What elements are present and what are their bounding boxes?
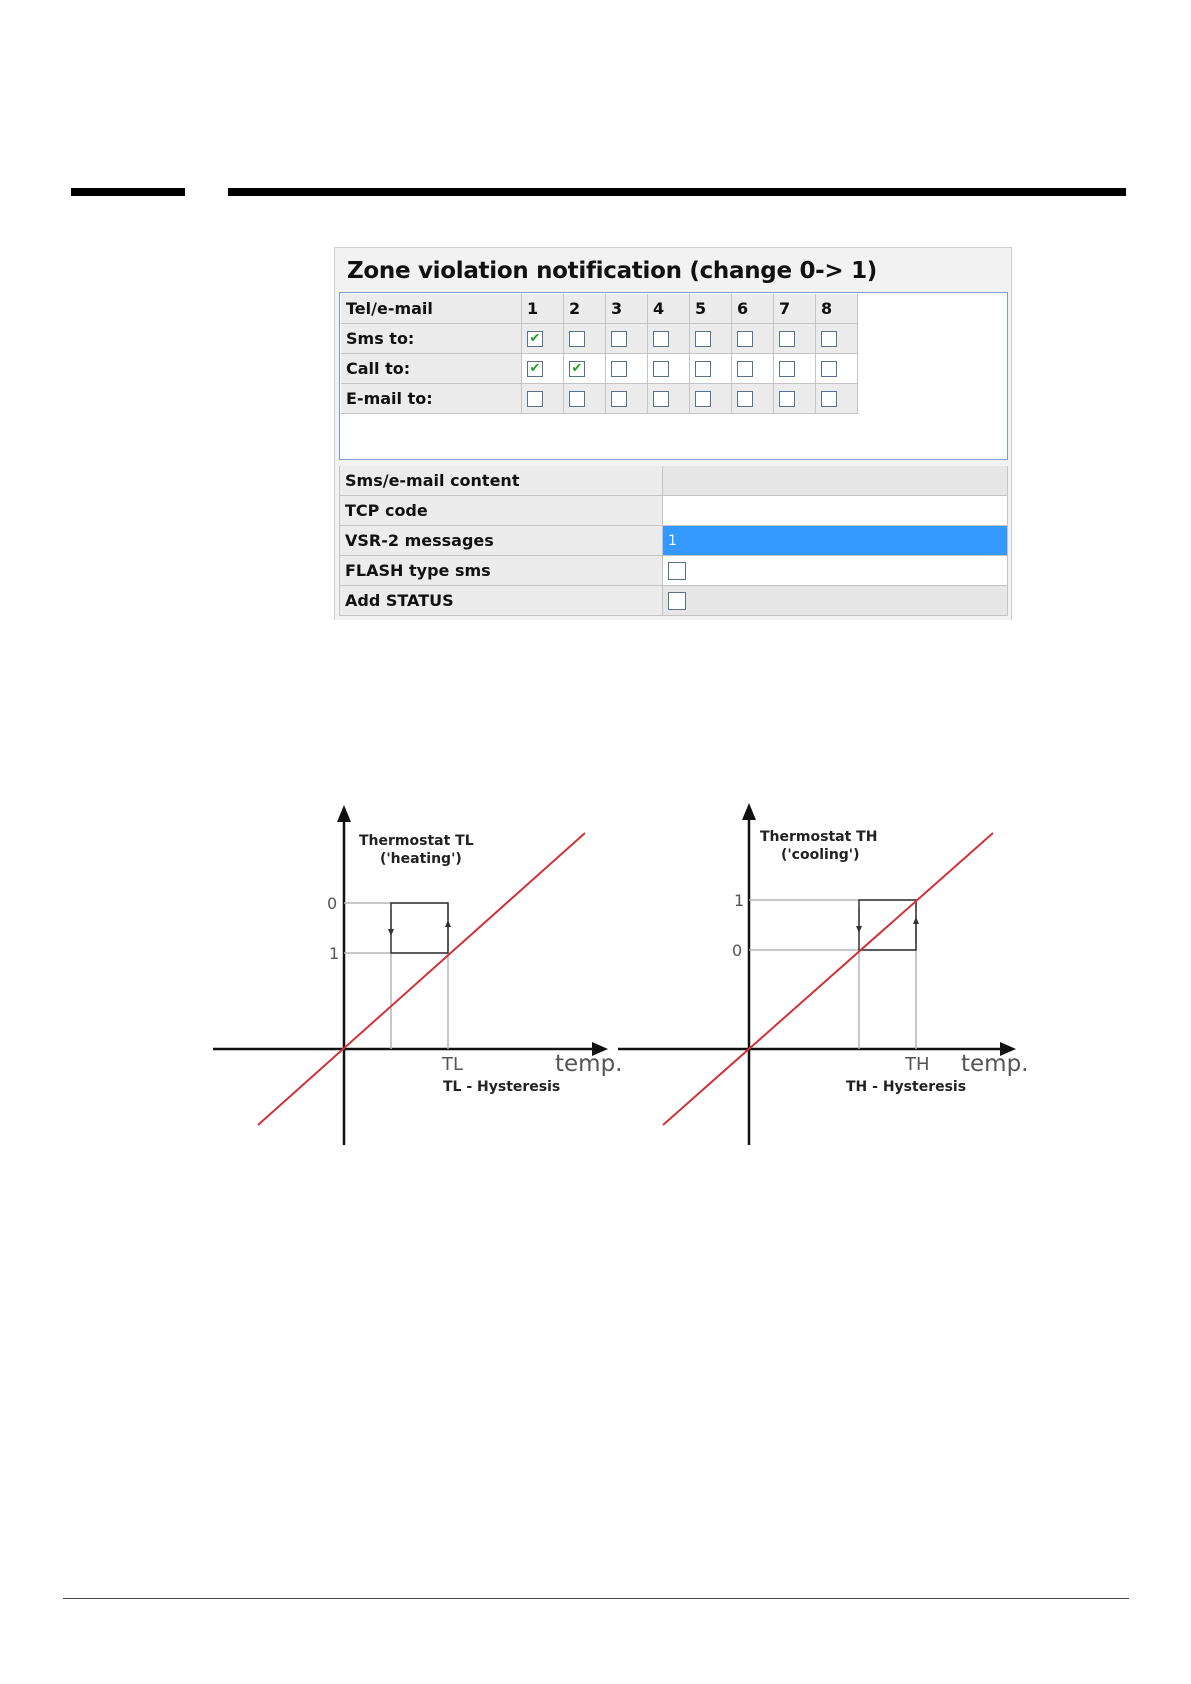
footer-rule <box>63 1598 1129 1599</box>
grid-checkbox-cell <box>690 384 732 414</box>
grid-checkbox-cell <box>648 324 690 354</box>
checkbox[interactable] <box>611 391 627 407</box>
hysteresis-label: TH - Hysteresis <box>846 1079 967 1095</box>
vsr-messages-label: VSR-2 messages <box>339 526 663 555</box>
x-axis-label: temp. <box>961 1051 1029 1077</box>
grid-column-header: 4 <box>648 294 690 324</box>
checkbox[interactable] <box>779 361 795 377</box>
grid-checkbox-cell <box>816 324 858 354</box>
up-arrow-icon <box>445 920 451 927</box>
checkbox[interactable] <box>653 391 669 407</box>
checkbox[interactable] <box>569 331 585 347</box>
call-to-label: Call to: <box>341 354 522 384</box>
y-upper-label: 0 <box>327 894 338 913</box>
checkbox[interactable] <box>611 361 627 377</box>
diagram-title-line1: Thermostat TL <box>359 833 474 849</box>
vsr-messages-row <box>339 526 1008 556</box>
flash-sms-checkbox[interactable] <box>668 562 686 580</box>
checkbox[interactable] <box>695 361 711 377</box>
heating-thermostat-diagram <box>205 800 625 1160</box>
add-status-row <box>339 586 1008 616</box>
flash-sms-row <box>339 556 1008 586</box>
checked-checkbox[interactable]: ✔ <box>527 361 543 377</box>
checkbox[interactable] <box>653 331 669 347</box>
hysteresis-label: TL - Hysteresis <box>443 1079 561 1095</box>
checkbox[interactable] <box>737 361 753 377</box>
message-settings <box>339 466 1008 616</box>
checkbox[interactable] <box>821 361 837 377</box>
grid-checkbox-cell <box>732 324 774 354</box>
grid-column-header: 6 <box>732 294 774 324</box>
checkbox[interactable] <box>737 391 753 407</box>
diagram-title-line2: ('cooling') <box>781 847 860 863</box>
threshold-label: TL <box>442 1054 464 1075</box>
grid-column-header: 3 <box>606 294 648 324</box>
sms-to-row <box>341 324 858 354</box>
grid-checkbox-cell <box>690 324 732 354</box>
up-arrow-icon <box>913 917 919 924</box>
grid-checkbox-cell <box>522 384 564 414</box>
grid-column-header: 7 <box>774 294 816 324</box>
flash-sms-cell <box>663 556 1008 585</box>
tcp-code-row <box>339 496 1008 526</box>
grid-checkbox-cell <box>606 324 648 354</box>
checkbox[interactable] <box>569 391 585 407</box>
checkbox[interactable] <box>653 361 669 377</box>
down-arrow-icon <box>856 926 862 933</box>
checkbox[interactable] <box>695 391 711 407</box>
grid-checkbox-cell <box>732 384 774 414</box>
grid-checkbox-cell <box>774 324 816 354</box>
x-axis-label: temp. <box>555 1051 623 1077</box>
content-field[interactable] <box>663 466 1008 495</box>
vsr-messages-field[interactable]: 1 <box>663 526 1008 555</box>
add-status-checkbox[interactable] <box>668 592 686 610</box>
header-rule-right <box>228 188 1126 196</box>
grid-column-header: 2 <box>564 294 606 324</box>
grid-column-header: 5 <box>690 294 732 324</box>
checkbox[interactable] <box>779 331 795 347</box>
checkbox[interactable] <box>695 331 711 347</box>
grid-checkbox-cell <box>648 384 690 414</box>
grid-checkbox-cell <box>816 384 858 414</box>
grid-checkbox-cell <box>522 354 564 384</box>
checkbox[interactable] <box>737 331 753 347</box>
grid-checkbox-cell <box>690 354 732 384</box>
checkbox[interactable] <box>779 391 795 407</box>
grid-checkbox-cell <box>648 354 690 384</box>
grid-header-row <box>341 294 858 324</box>
content-row <box>339 466 1008 496</box>
grid-column-header: 1 <box>522 294 564 324</box>
call-to-row <box>341 354 858 384</box>
panel-title: Zone violation notification (change 0-> 1) <box>347 258 877 284</box>
diagram-title-line1: Thermostat TH <box>760 829 878 845</box>
checkbox[interactable] <box>611 331 627 347</box>
recipient-grid-box <box>339 292 1008 460</box>
hysteresis-box <box>391 903 448 953</box>
grid-checkbox-cell <box>774 354 816 384</box>
content-label: Sms/e-mail content <box>339 466 663 495</box>
y-upper-label: 1 <box>734 891 745 910</box>
grid-checkbox-cell <box>606 354 648 384</box>
grid-checkbox-cell <box>564 354 606 384</box>
header-rule-left <box>71 188 185 196</box>
checkbox[interactable] <box>821 391 837 407</box>
zone-violation-panel <box>334 247 1012 620</box>
add-status-label: Add STATUS <box>339 586 663 615</box>
grid-checkbox-cell <box>732 354 774 384</box>
checkbox[interactable] <box>527 391 543 407</box>
email-to-row <box>341 384 858 414</box>
grid-checkbox-cell <box>606 384 648 414</box>
y-axis-arrow-icon <box>742 803 756 820</box>
checkbox[interactable] <box>821 331 837 347</box>
grid-checkbox-cell <box>816 354 858 384</box>
add-status-cell <box>663 586 1008 615</box>
grid-header-label: Tel/e-mail <box>341 294 522 324</box>
y-axis-arrow-icon <box>337 805 351 822</box>
grid-checkbox-cell <box>564 384 606 414</box>
tcp-code-label: TCP code <box>339 496 663 525</box>
grid-checkbox-cell <box>774 384 816 414</box>
checked-checkbox[interactable]: ✔ <box>569 361 585 377</box>
down-arrow-icon <box>388 929 394 936</box>
grid-checkbox-cell <box>564 324 606 354</box>
grid-checkbox-cell <box>522 324 564 354</box>
tcp-code-field[interactable] <box>663 496 1008 525</box>
cooling-thermostat-diagram <box>610 800 1030 1160</box>
threshold-label: TH <box>905 1054 930 1075</box>
grid-column-header: 8 <box>816 294 858 324</box>
email-to-label: E-mail to: <box>341 384 522 414</box>
y-lower-label: 0 <box>732 941 743 960</box>
flash-sms-label: FLASH type sms <box>339 556 663 585</box>
diagram-title-line2: ('heating') <box>380 851 462 867</box>
checked-checkbox[interactable]: ✔ <box>527 331 543 347</box>
recipient-grid <box>341 294 858 414</box>
y-lower-label: 1 <box>329 944 340 963</box>
sms-to-label: Sms to: <box>341 324 522 354</box>
